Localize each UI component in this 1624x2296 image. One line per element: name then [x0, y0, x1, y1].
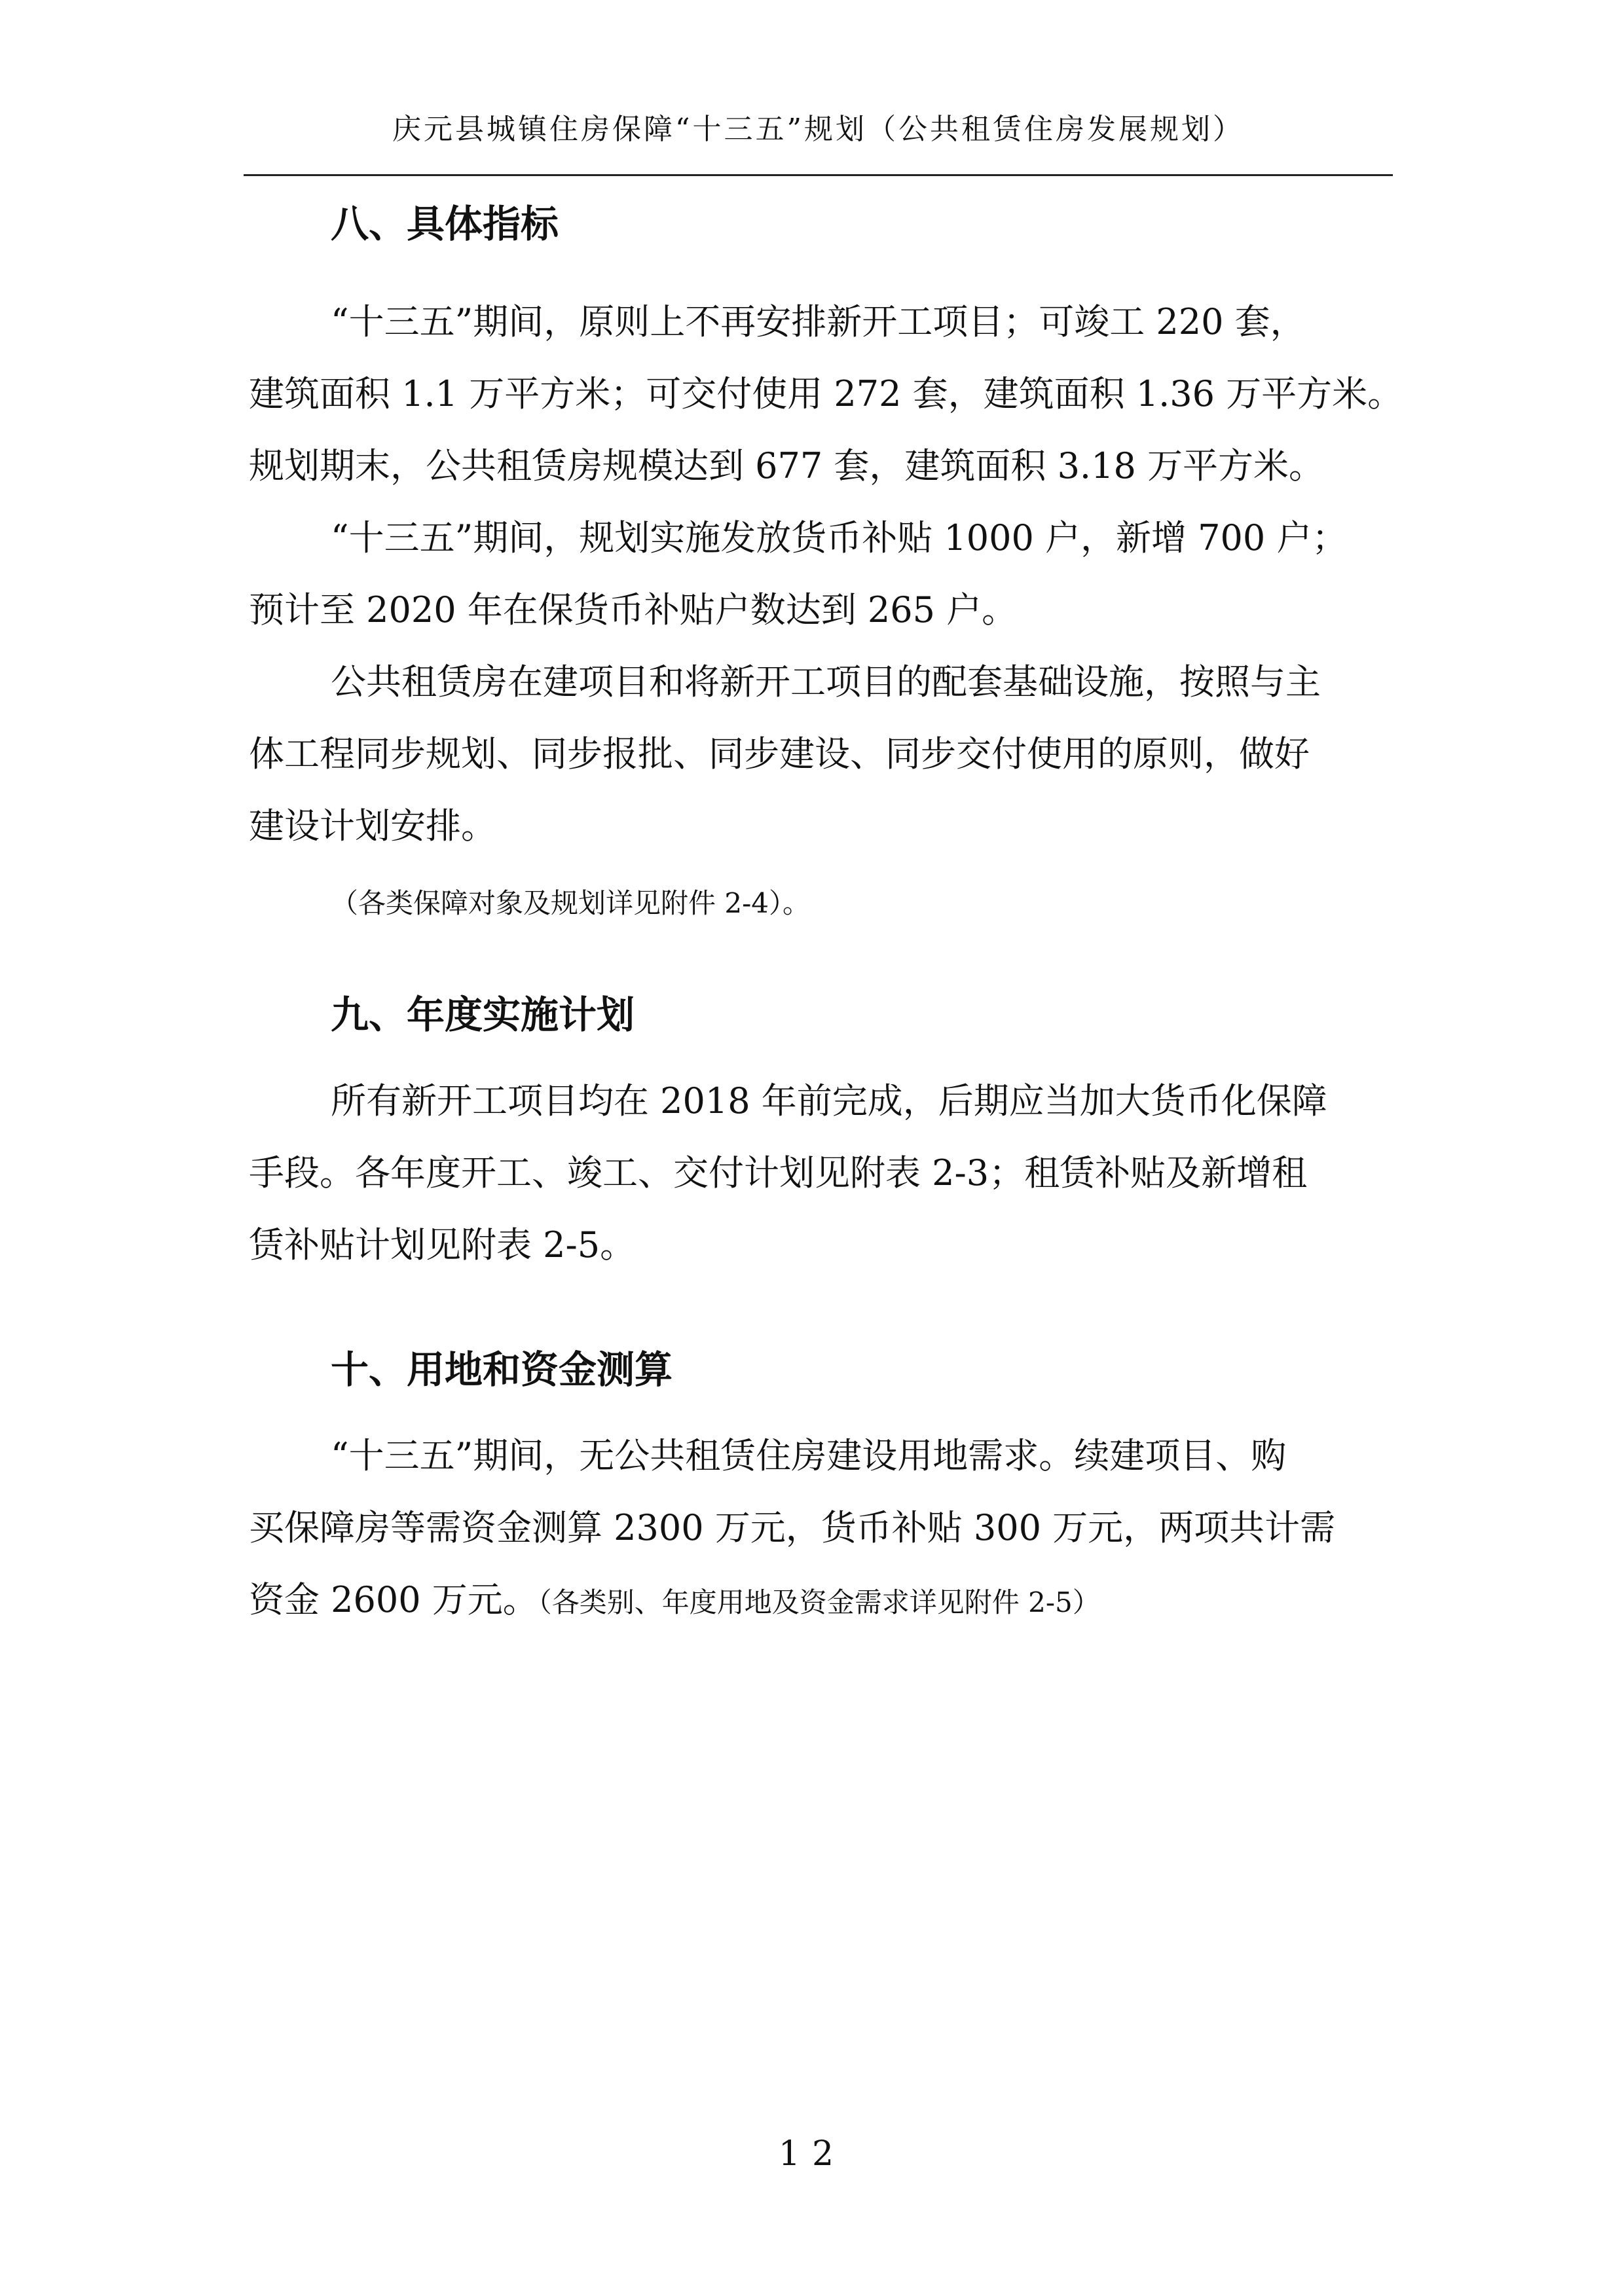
section-9-heading: 九、年度实施计划	[331, 993, 635, 1037]
section-10-para1-line2: 买保障房等需资金测算 2300 万元，货币补贴 300 万元，两项共计需	[249, 1507, 1336, 1548]
section-8-heading: 八、具体指标	[331, 202, 559, 246]
section-9-para1-line2: 手段。各年度开工、竣工、交付计划见附表 2-3；租赁补贴及新增租	[249, 1152, 1308, 1194]
section-8-note: （各类保障对象及规划详见附件 2-4）。	[331, 887, 810, 919]
header-divider	[244, 174, 1393, 176]
section-8-para1-line1: “十三五”期间，原则上不再安排新开工项目；可竣工 220 套，	[331, 301, 1306, 342]
section-8-para3-line1: 公共租赁房在建项目和将新开工项目的配套基础设施，按照与主	[331, 661, 1321, 702]
section-10-para1-line3-text: 资金 2600 万元。	[249, 1579, 538, 1620]
section-9-para1-line1: 所有新开工项目均在 2018 年前完成，后期应当加大货币化保障	[331, 1080, 1327, 1121]
section-8-para2-line1: “十三五”期间，规划实施发放货币补贴 1000 户，新增 700 户；	[331, 517, 1348, 558]
section-10-heading: 十、用地和资金测算	[331, 1347, 673, 1392]
section-9-para1-line3: 赁补贴计划见附表 2-5。	[249, 1224, 636, 1266]
section-10-para1-line1: “十三五”期间，无公共租赁住房建设用地需求。续建项目、购	[331, 1435, 1287, 1476]
section-10-para1-note: （各类别、年度用地及资金需求详见附件 2-5）	[538, 1586, 1100, 1618]
section-8-para1-line2: 建筑面积 1.1 万平方米；可交付使用 272 套，建筑面积 1.36 万平方米。	[249, 373, 1403, 414]
section-8-para1-line3: 规划期末，公共租赁房规模达到 677 套，建筑面积 3.18 万平方米。	[249, 445, 1324, 486]
section-10-para1-line3	[249, 1574, 1100, 1629]
page-header-title: 庆元县城镇住房保障“十三五”规划（公共租赁住房发展规划）	[392, 113, 1244, 146]
section-8-para2-line2: 预计至 2020 年在保货币补贴户数达到 265 户。	[249, 589, 1018, 630]
page-number: 12	[778, 2134, 846, 2174]
section-8-para3-line3: 建设计划安排。	[249, 805, 496, 847]
section-8-para3-line2: 体工程同步规划、同步报批、同步建设、同步交付使用的原则，做好	[249, 733, 1310, 774]
